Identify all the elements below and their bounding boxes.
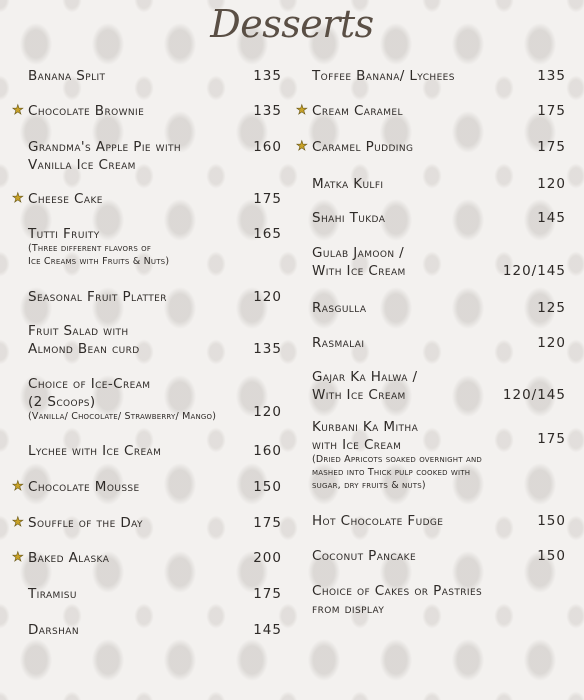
menu-item-name: Chocolate Brownie xyxy=(28,103,145,119)
menu-item-price: 120 xyxy=(253,289,282,305)
star-icon: ★ xyxy=(12,515,24,530)
menu-item-price: 175 xyxy=(253,515,282,531)
menu-item-description: sugar, dry fruits & nuts) xyxy=(312,480,426,491)
menu-item-name: Almond Bean curd xyxy=(28,341,140,357)
menu-item-price: 120 xyxy=(253,404,282,420)
menu-item-name: from display xyxy=(312,601,385,617)
menu-item-name: Gulab Jamoon / xyxy=(312,245,405,261)
menu-item-price: 145 xyxy=(537,210,566,226)
menu-item-name: Choice of Cakes or Pastries xyxy=(312,583,483,599)
menu-item-name: Caramel Pudding xyxy=(312,139,414,155)
menu-item-price: 175 xyxy=(537,431,566,447)
menu-item-name: Tiramisu xyxy=(28,586,77,602)
menu-item-name: Rasgulla xyxy=(312,300,367,316)
menu-item-name: With Ice Cream xyxy=(312,387,406,403)
menu-title: Desserts xyxy=(210,2,374,46)
menu-item-price: 200 xyxy=(253,550,282,566)
menu-item-name: Shahi Tukda xyxy=(312,210,386,226)
menu-item-name: Seasonal Fruit Platter xyxy=(28,289,167,305)
menu-item-price: 135 xyxy=(253,68,282,84)
star-icon: ★ xyxy=(296,139,308,154)
star-icon: ★ xyxy=(12,479,24,494)
menu-item-name: Vanilla Ice Cream xyxy=(28,157,136,173)
menu-item-name: Baked Alaska xyxy=(28,550,110,566)
menu-item-name: Matka Kulfi xyxy=(312,176,384,192)
menu-item-description: mashed into Thick pulp cooked with xyxy=(312,467,471,478)
menu-item-price: 150 xyxy=(537,513,566,529)
menu-item-name: Banana Split xyxy=(28,68,106,84)
menu-item-price: 165 xyxy=(253,226,282,242)
menu-item-name: Toffee Banana/ Lychees xyxy=(312,68,455,84)
menu-item-price: 120/145 xyxy=(502,263,566,279)
menu-item-name: Rasmalai xyxy=(312,335,365,351)
menu-item-price: 145 xyxy=(253,622,282,638)
menu-item-price: 125 xyxy=(537,300,566,316)
menu-item-price: 150 xyxy=(253,479,282,495)
menu-item-name: Choice of Ice-Cream xyxy=(28,376,151,392)
menu-item-description: (Three different flavors of xyxy=(28,243,152,254)
menu-item-name: with Ice Cream xyxy=(312,437,402,453)
menu-item-name: Grandma's Apple Pie with xyxy=(28,139,182,155)
menu-item-description: Ice Creams with Fruits & Nuts) xyxy=(28,256,170,267)
menu-item-name: With Ice Cream xyxy=(312,263,406,279)
star-icon: ★ xyxy=(12,191,24,206)
menu-item-price: 135 xyxy=(537,68,566,84)
menu-item-name: Souffle of the Day xyxy=(28,515,143,531)
menu-item-price: 175 xyxy=(253,191,282,207)
menu-item-description: (Vanilla/ Chocolate/ Strawberry/ Mango) xyxy=(28,411,217,422)
menu-item-price: 175 xyxy=(537,139,566,155)
menu-item-price: 120 xyxy=(537,335,566,351)
menu-item-price: 120 xyxy=(537,176,566,192)
menu-item-name: Fruit Salad with xyxy=(28,323,129,339)
menu-item-name: Darshan xyxy=(28,622,79,638)
menu-item-name: (2 Scoops) xyxy=(28,394,96,410)
menu-item-name: Kurbani Ka Mitha xyxy=(312,419,419,435)
menu-item-name: Hot Chocolate Fudge xyxy=(312,513,444,529)
menu-item-name: Lychee with Ice Cream xyxy=(28,443,162,459)
menu-item-price: 150 xyxy=(537,548,566,564)
menu-item-price: 160 xyxy=(253,443,282,459)
star-icon: ★ xyxy=(296,103,308,118)
menu-item-price: 175 xyxy=(537,103,566,119)
menu-item-price: 135 xyxy=(253,103,282,119)
menu-item-name: Chocolate Mousse xyxy=(28,479,140,495)
menu-item-name: Gajar Ka Halwa / xyxy=(312,369,418,385)
menu-item-description: (Dried Apricots soaked overnight and xyxy=(312,454,482,465)
menu-item-name: Cheese Cake xyxy=(28,191,103,207)
menu-item-price: 160 xyxy=(253,139,282,155)
star-icon: ★ xyxy=(12,103,24,118)
menu-item-price: 175 xyxy=(253,586,282,602)
menu-item-name: Tutti Fruity xyxy=(28,226,100,242)
menu-item-price: 120/145 xyxy=(502,387,566,403)
menu-item-price: 135 xyxy=(253,341,282,357)
star-icon: ★ xyxy=(12,550,24,565)
menu-item-name: Cream Caramel xyxy=(312,103,403,119)
menu-item-name: Coconut Pancake xyxy=(312,548,417,564)
